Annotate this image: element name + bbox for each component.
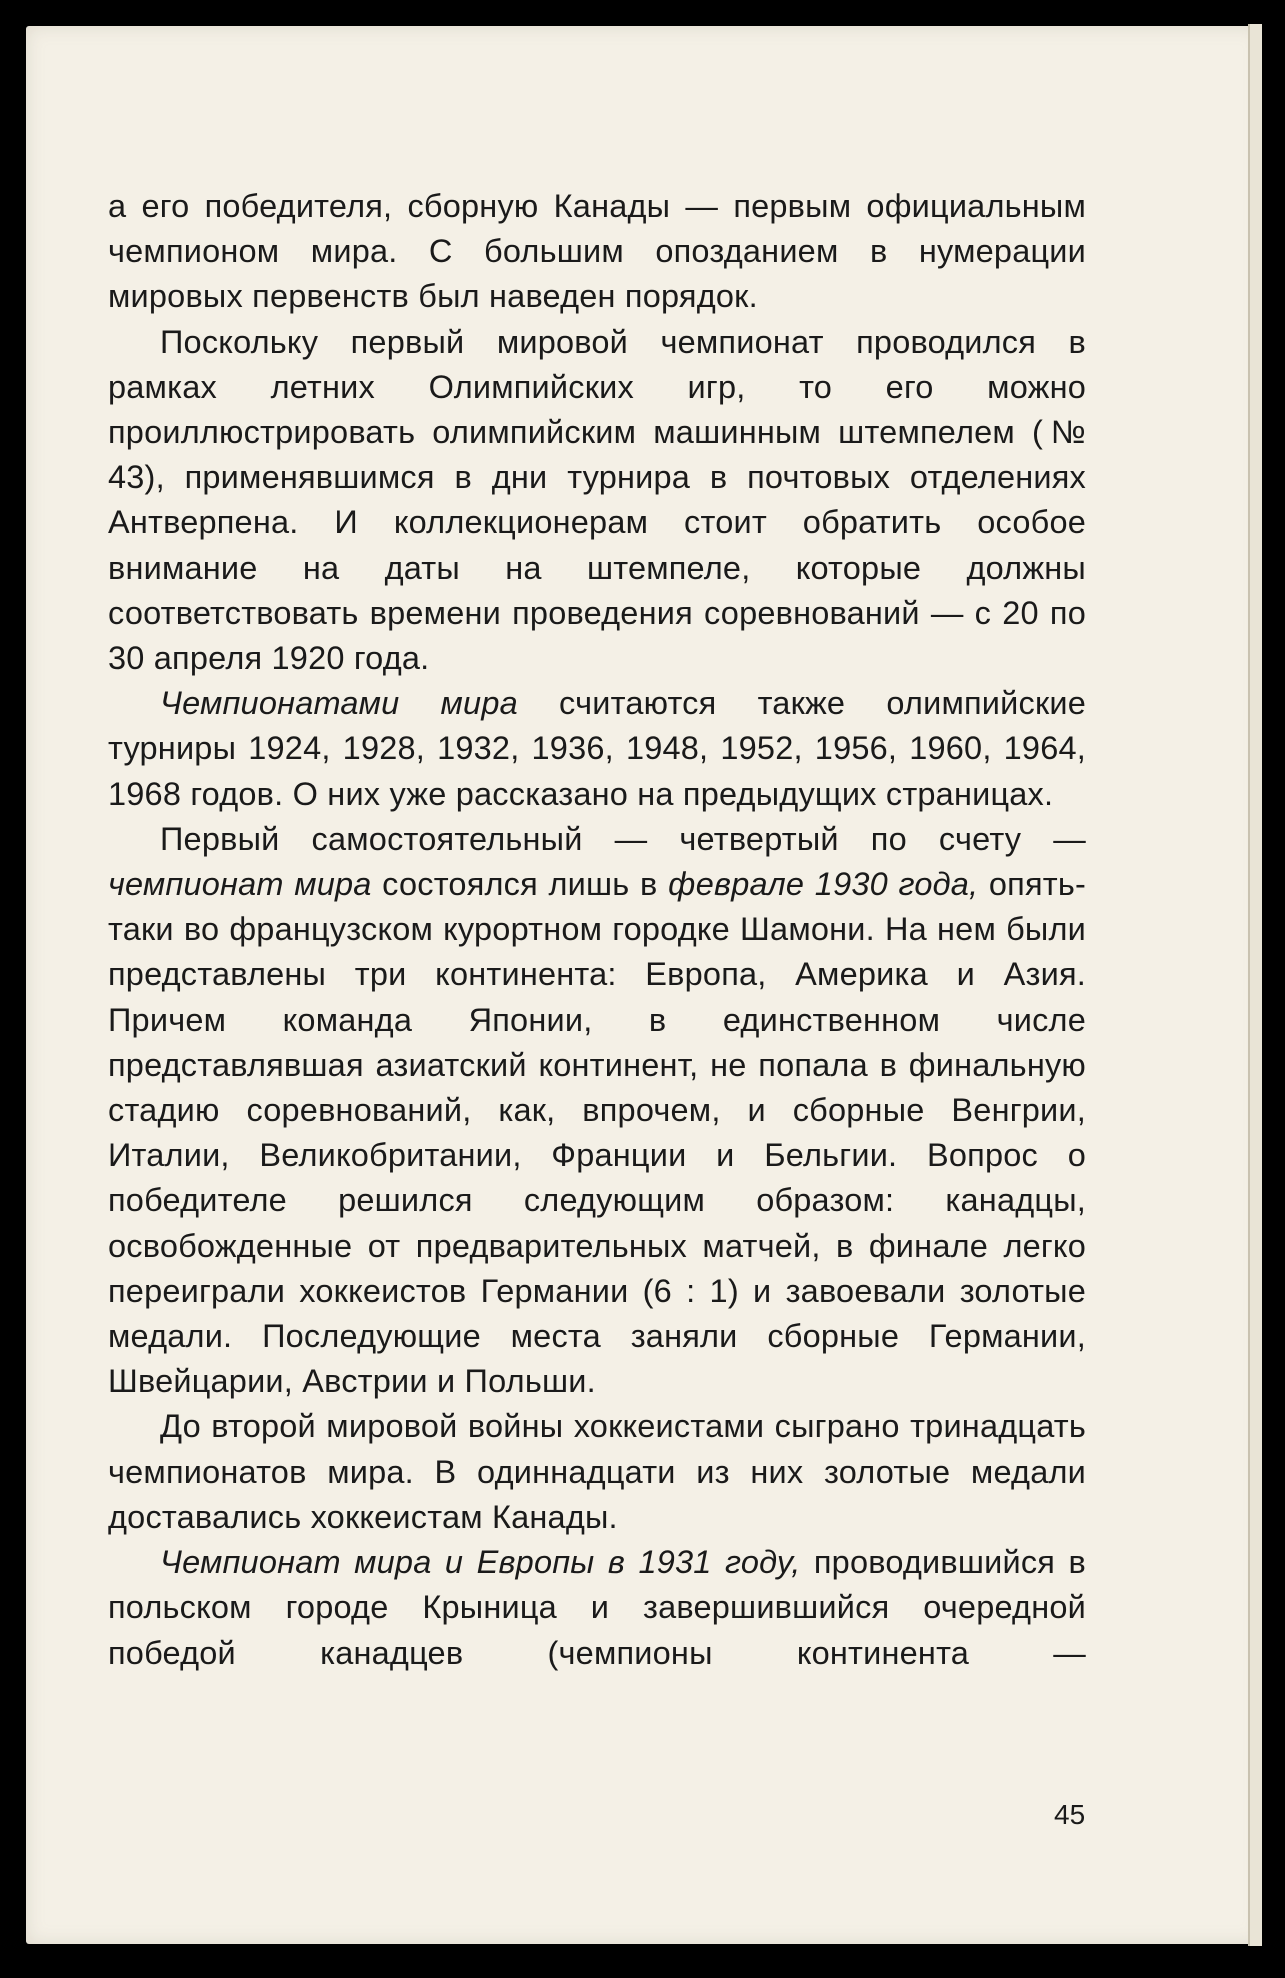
paragraph-6	[108, 1540, 1086, 1676]
page-edge	[1248, 24, 1262, 1946]
paragraph-4-text-b: состоялся лишь в	[371, 866, 669, 903]
paragraph-2	[108, 320, 1086, 682]
paragraph-4-text-a: Первый самостоятельный — четвертый по счету —	[160, 820, 1086, 857]
paragraph-4-italic-a: чемпионат мира	[108, 866, 372, 903]
paragraph-4-italic-b: феврале 1930 года,	[668, 866, 979, 903]
paragraph-1	[108, 184, 1086, 320]
paragraph-3-text: считаются также олимпийские турниры 1924, 1928, 1932, 1936, 1948, 1952, 1956, 1960, 1964, 1968 годов. О них уже рассказано на предыдущих страницах.	[108, 685, 1086, 812]
paragraph-5	[108, 1404, 1086, 1540]
paragraph-6-text: проводившийся в польском городе Крыница и завершившийся очередной победой канадцев (чемпионы континента —	[108, 1544, 1086, 1671]
paragraph-2-text: Поскольку первый мировой чемпионат проводился в рамках летних Олимпийских игр, то его можно проиллюстрировать олимпийским машинным штемпелем (№ 43), применявшимся в дни турнира в почтовых отделениях Антверпена. И коллекционерам стоит обратить особое внимание на даты на штемпеле, которые должны соответствовать времени проведения соревнований — с 20 по 30 апреля 1920 года.	[108, 323, 1086, 677]
page-body-text	[108, 184, 1086, 1676]
paragraph-5-text: До второй мировой войны хоккеистами сыграно тринадцать чемпионатов мира. В одиннадцати из них золотые медали доставались хоккеистам Канады.	[108, 1408, 1086, 1535]
page-number: 45	[1054, 1799, 1086, 1830]
paragraph-1-text: а его победителя, сборную Канады — первым официальным чемпионом мира. С большим опозданием в нумерации мировых первенств был наведен порядок.	[108, 188, 1086, 315]
paragraph-4	[108, 817, 1086, 1405]
paragraph-3-italic-text: Чемпионатами мира	[160, 685, 518, 722]
paragraph-3	[108, 681, 1086, 817]
paragraph-6-italic-text: Чемпионат мира и Европы в 1931 году,	[160, 1544, 801, 1581]
paragraph-4-text-c: опять-таки во французском курортном городке Шамони. На нем были представлены три континента: Европа, Америка и Азия. Причем команда Японии, в единственном числе представлявшая азиатский континент, не попала в финальную стадию соревнований, как, впрочем, и сборные Венгрии, Италии, Великобритании, Франции и Бельгии. Вопрос о победителе решился следующим образом: канадцы, освобожденные от предварительных матчей, в финале легко переиграли хоккеистов Германии (6 : 1) и завоевали золотые медали. Последующие места заняли сборные Германии, Швейцарии, Австрии и Польши.	[108, 866, 1086, 1400]
